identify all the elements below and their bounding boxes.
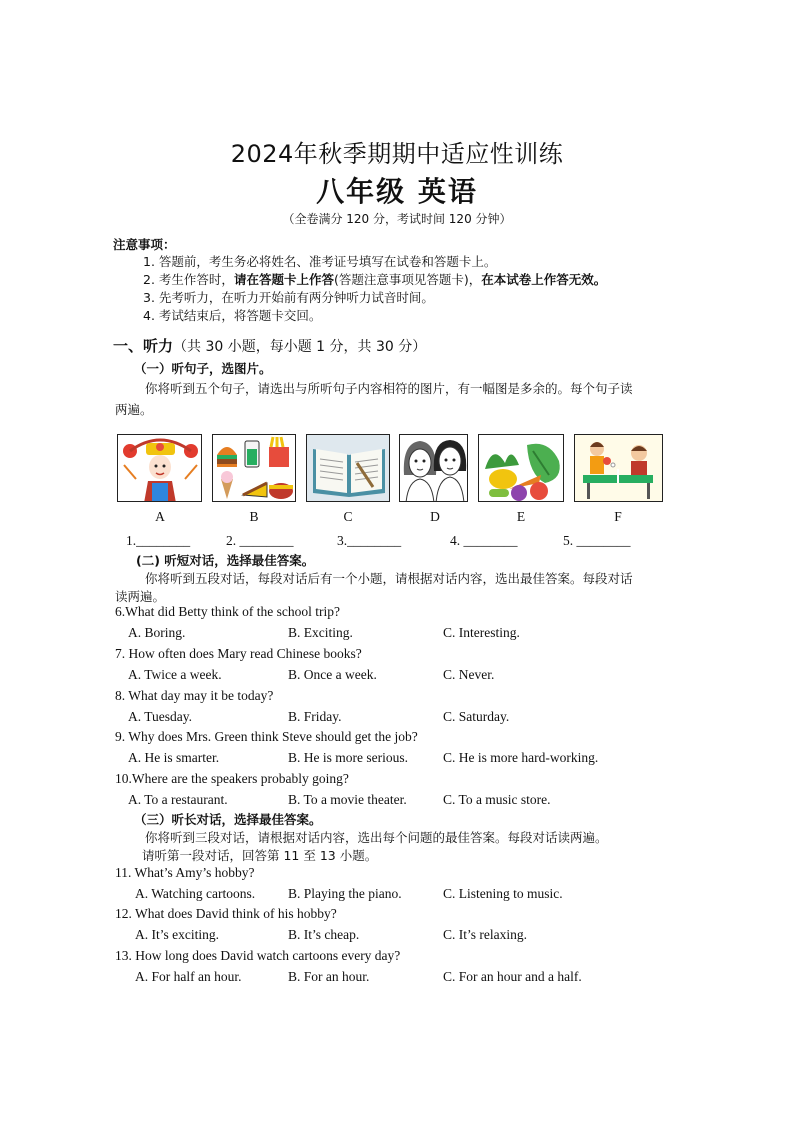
exam-subject: 八年级 英语 bbox=[316, 175, 478, 208]
question-9-option-c: C. He is more hard-working. bbox=[443, 750, 599, 765]
answer-blank-5: 5. ________ bbox=[563, 533, 631, 548]
question-10: 10.Where are the speakers probably going? bbox=[115, 771, 349, 786]
answer-blank-2: 2. ________ bbox=[226, 533, 294, 548]
section-1-note: （共 30 小题，每小题 1 分，共 30 分） bbox=[173, 339, 427, 355]
question-11-option-a: A. Watching cartoons. bbox=[135, 886, 256, 901]
picture-label-e: E bbox=[516, 509, 526, 524]
part-2-title: (二) 听短对话，选择最佳答案。 bbox=[136, 553, 315, 568]
question-12-option-c: C. It’s relaxing. bbox=[443, 927, 527, 942]
question-6: 6.What did Betty think of the school trip? bbox=[115, 604, 340, 619]
note-bold-2: 在本试卷上作答无效。 bbox=[481, 272, 607, 287]
notes-heading: 注意事项： bbox=[113, 237, 176, 252]
part-1-instruction-1: 你将听到五个句子，请选出与所听句子内容相符的图片，有一幅图是多余的。每个句子读 bbox=[145, 381, 633, 396]
question-13: 13. How long does David watch cartoons every day? bbox=[115, 948, 401, 963]
question-11-option-b: B. Playing the piano. bbox=[288, 886, 402, 901]
note-text: 考试结束后，将答题卡交回。 bbox=[158, 308, 322, 323]
question-13-option-b: B. For an hour. bbox=[288, 969, 370, 984]
question-6-option-a: A. Boring. bbox=[128, 625, 186, 640]
peking-opera-icon bbox=[118, 435, 202, 502]
section-1-heading bbox=[113, 335, 426, 356]
note-item-3 bbox=[143, 288, 434, 306]
note-bold-1: 请在答题卡上作答 bbox=[233, 272, 334, 287]
question-8-option-c: C. Saturday. bbox=[443, 709, 510, 724]
note-num: 3. bbox=[143, 290, 155, 305]
question-8: 8. What day may it be today? bbox=[115, 688, 274, 703]
table-tennis-icon bbox=[575, 435, 663, 502]
fast-food-icon bbox=[213, 435, 296, 502]
part-1-instruction-2: 两遍。 bbox=[115, 402, 153, 417]
exam-title: 2024年秋季期期中适应性训练 bbox=[230, 140, 564, 168]
two-girls-icon bbox=[400, 435, 468, 502]
note-num: 4. bbox=[143, 308, 155, 323]
question-12: 12. What does David think of his hobby? bbox=[115, 906, 337, 921]
note-text: 考生作答时， bbox=[158, 272, 234, 287]
question-11-option-c: C. Listening to music. bbox=[443, 886, 563, 901]
question-6-option-b: B. Exciting. bbox=[288, 625, 353, 640]
answer-blank-4: 4. ________ bbox=[450, 533, 518, 548]
question-7-option-c: C. Never. bbox=[443, 667, 495, 682]
answer-blank-3: 3.________ bbox=[337, 533, 402, 548]
question-7-option-a: A. Twice a week. bbox=[128, 667, 222, 682]
note-text: 答题前，考生务必将姓名、准考证号填写在试卷和答题卡上。 bbox=[158, 254, 497, 269]
part-2-instruction-1: 你将听到五段对话，每段对话后有一个小题，请根据对话内容，选出最佳答案。每段对话 bbox=[145, 571, 633, 586]
exam-subtitle: （全卷满分 120 分，考试时间 120 分钟） bbox=[282, 212, 512, 226]
note-item-1 bbox=[143, 252, 496, 270]
question-6-option-c: C. Interesting. bbox=[443, 625, 520, 640]
question-9-option-a: A. He is smarter. bbox=[128, 750, 220, 765]
question-8-option-b: B. Friday. bbox=[288, 709, 342, 724]
question-12-option-b: B. It’s cheap. bbox=[288, 927, 360, 942]
question-10-option-b: B. To a movie theater. bbox=[288, 792, 407, 807]
open-book-icon bbox=[307, 435, 390, 502]
question-7: 7. How often does Mary read Chinese books? bbox=[115, 646, 362, 661]
note-num: 1. bbox=[143, 254, 155, 269]
question-8-option-a: A. Tuesday. bbox=[128, 709, 193, 724]
part-2-instruction-2: 读两遍。 bbox=[115, 589, 166, 604]
part-3-instruction-2: 请听第一段对话，回答第 11 至 13 小题。 bbox=[142, 848, 378, 863]
part-3-instruction-1: 你将听到三段对话，请根据对话内容，选出每个问题的最佳答案。每段对话读两遍。 bbox=[145, 830, 608, 845]
picture-d bbox=[399, 434, 468, 502]
note-num: 2. bbox=[143, 272, 155, 287]
picture-b bbox=[212, 434, 296, 502]
question-12-option-a: A. It’s exciting. bbox=[135, 927, 219, 942]
note-text: 先考听力，在听力开始前有两分钟听力试音时间。 bbox=[158, 290, 434, 305]
question-7-option-b: B. Once a week. bbox=[288, 667, 377, 682]
question-10-option-c: C. To a music store. bbox=[443, 792, 551, 807]
question-9: 9. Why does Mrs. Green think Steve should get the job? bbox=[115, 729, 418, 744]
picture-label-b: B bbox=[249, 509, 259, 524]
question-9-option-b: B. He is more serious. bbox=[288, 750, 408, 765]
question-11: 11. What’s Amy’s hobby? bbox=[115, 865, 255, 880]
note-item-2 bbox=[143, 270, 606, 288]
vegetables-icon bbox=[479, 435, 564, 502]
question-10-option-a: A. To a restaurant. bbox=[128, 792, 228, 807]
question-13-option-c: C. For an hour and a half. bbox=[443, 969, 582, 984]
picture-e bbox=[478, 434, 564, 502]
question-13-option-a: A. For half an hour. bbox=[135, 969, 242, 984]
picture-label-f: F bbox=[614, 509, 622, 524]
picture-label-d: D bbox=[430, 509, 440, 524]
picture-a bbox=[117, 434, 202, 502]
section-1-title: 一、听力 bbox=[113, 337, 174, 355]
picture-label-c: C bbox=[343, 509, 353, 524]
picture-label-a: A bbox=[155, 509, 165, 524]
part-1-title: （一）听句子，选图片。 bbox=[134, 361, 272, 376]
picture-f bbox=[574, 434, 663, 502]
note-text-mid: (答题注意事项见答题卡)， bbox=[333, 272, 482, 287]
note-item-4 bbox=[143, 306, 321, 324]
part-3-title: （三）听长对话，选择最佳答案。 bbox=[134, 812, 322, 827]
answer-blank-1: 1.________ bbox=[126, 533, 191, 548]
picture-c bbox=[306, 434, 390, 502]
